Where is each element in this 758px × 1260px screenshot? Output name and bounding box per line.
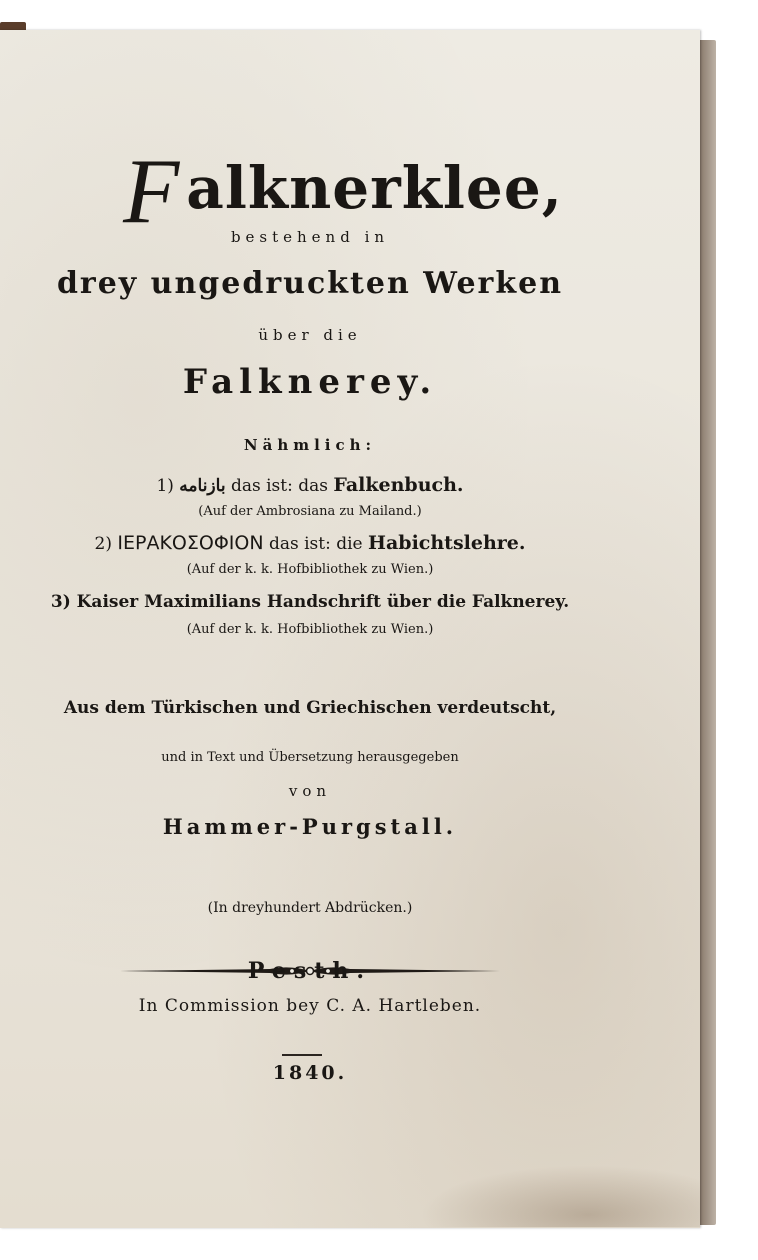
naehmlich: Nähmlich:: [243, 436, 377, 454]
subtitle-ueber: über die: [258, 326, 362, 344]
author-name: Hammer-Purgstall.: [162, 814, 458, 839]
book-title: [60, 140, 620, 242]
item1-note: (Auf der Ambrosiana zu Mailand.): [198, 504, 422, 519]
publisher-line: In Commission bey C. A. Hartleben.: [138, 996, 482, 1016]
item2-note: (Auf der k. k. Hofbibliothek zu Wien.): [186, 562, 434, 577]
von-line: von: [288, 782, 332, 800]
short-rule: [282, 1054, 322, 1056]
item2-number: 2): [94, 534, 112, 554]
place-line: Pesth.: [247, 958, 373, 984]
translated-line: Aus dem Türkischen und Griechischen verdeutscht,: [63, 698, 557, 718]
subtitle-bestehend: bestehend in: [230, 228, 390, 246]
item1-bold: Falkenbuch.: [333, 474, 464, 496]
subtitle-drey: drey ungedruckten Werken: [56, 266, 564, 301]
item1-number: 1): [156, 476, 174, 496]
page-stain: [420, 1165, 700, 1227]
item2-text: das ist: die: [263, 534, 369, 554]
item1-arabic: بازنامه: [179, 476, 226, 496]
list-item-3: 3) Kaiser Maximilians Handschrift über die Falknerey.: [50, 592, 570, 612]
copies-line: (In dreyhundert Abdrücken.): [207, 900, 413, 916]
item3-note: (Auf der k. k. Hofbibliothek zu Wien.): [186, 622, 434, 637]
year-line: 1840.: [272, 1062, 348, 1084]
subtitle-falknerey: Falknerey.: [182, 362, 438, 402]
title-page: [0, 30, 700, 1228]
decorated-initial: F: [123, 140, 181, 242]
item2-bold: Habichtslehre.: [368, 532, 526, 554]
item2-greek: ΙΕΡΑΚΟΣΟΦΙΟΝ: [117, 532, 264, 554]
edited-line: und in Text und Übersetzung herausgegeben: [161, 750, 459, 765]
item1-text: das ist: das: [225, 476, 334, 496]
list-item-2: [0, 532, 620, 554]
title-rest: alknerklee,: [186, 154, 563, 222]
list-item-1: [0, 474, 620, 496]
